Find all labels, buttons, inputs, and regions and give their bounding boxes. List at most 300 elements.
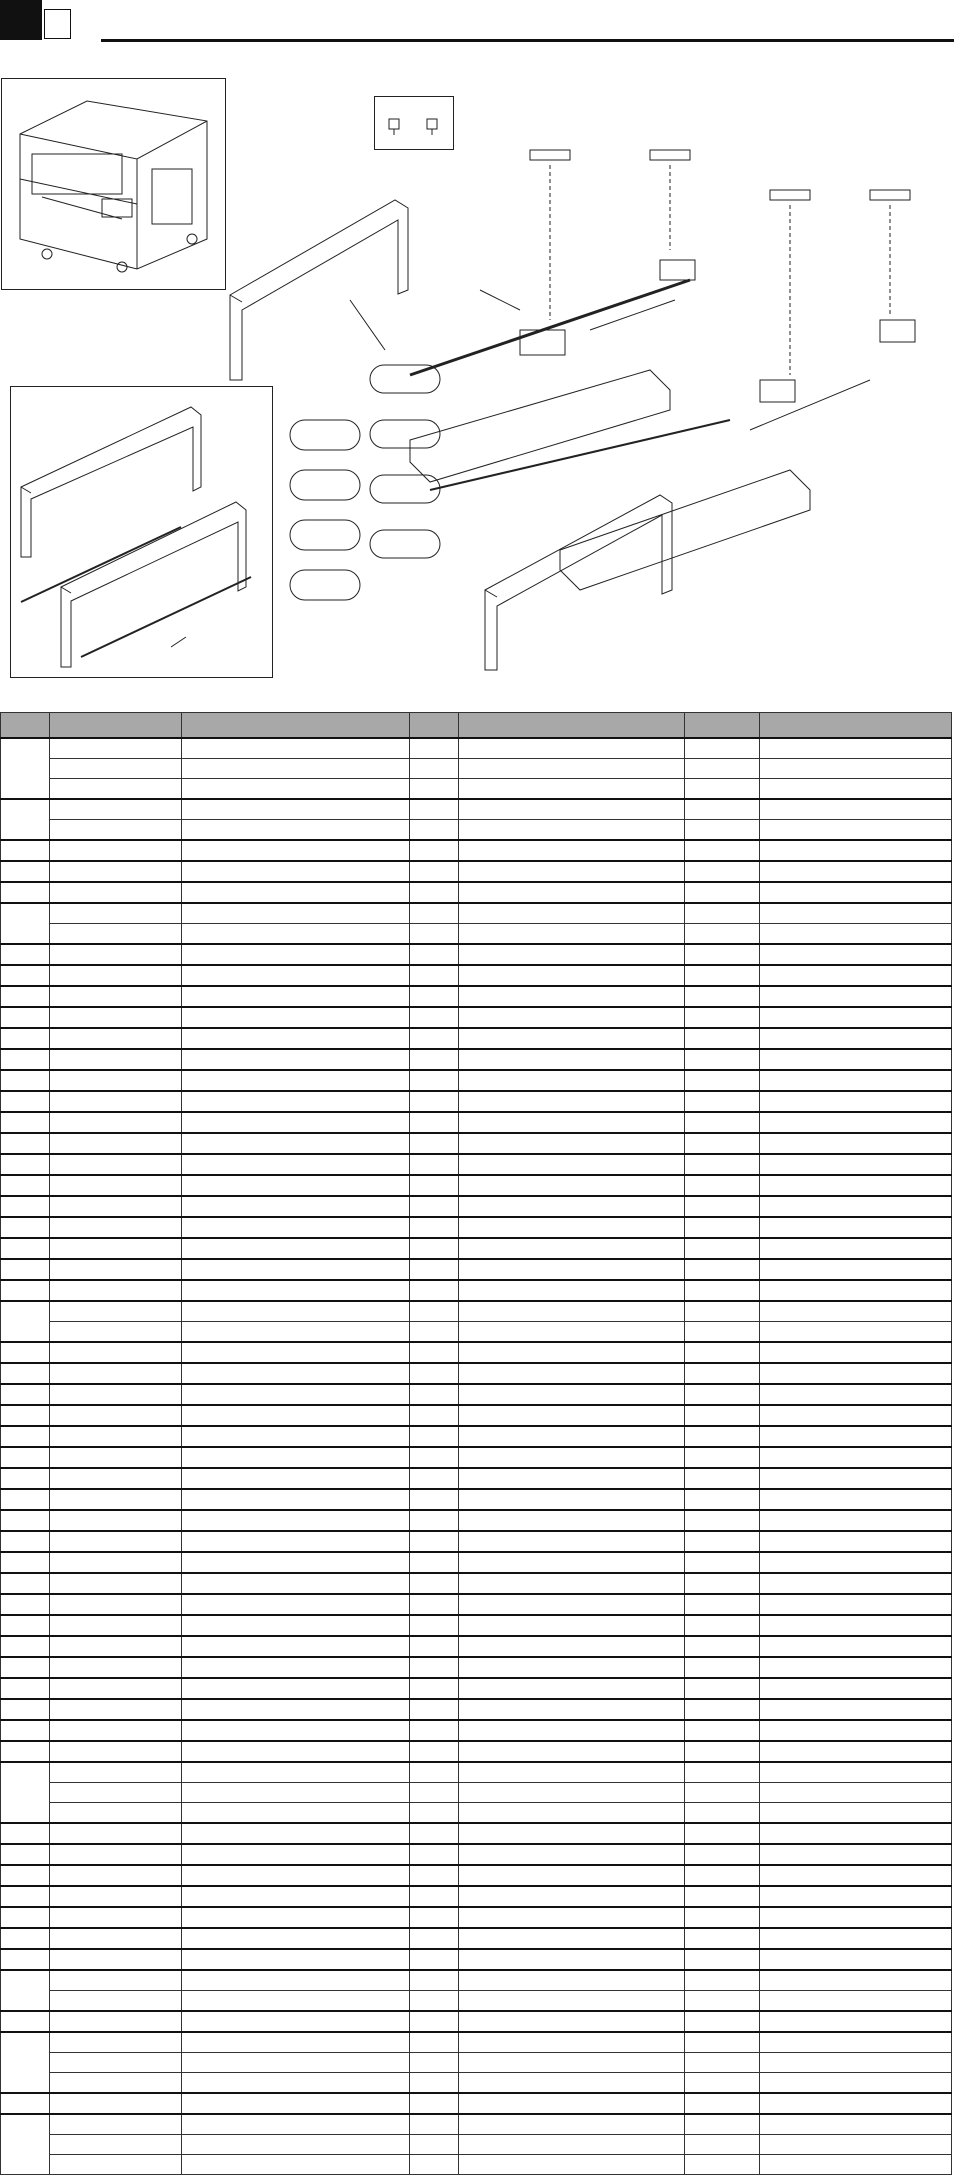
table-cell [182, 944, 410, 965]
table-cell [685, 1720, 760, 1741]
table-row [1, 1342, 952, 1363]
table-cell [459, 1720, 685, 1741]
table-row [1, 1405, 952, 1426]
table-row [1, 1217, 952, 1238]
table-cell [50, 799, 182, 820]
table-cell [182, 1823, 410, 1844]
table-cell [760, 1447, 952, 1468]
table-cell [685, 1175, 760, 1196]
table-cell [459, 1762, 685, 1783]
table-cell [685, 1741, 760, 1762]
col-header [50, 713, 182, 739]
table-cell [760, 882, 952, 903]
table-row [1, 1154, 952, 1175]
table-row [1, 1259, 952, 1280]
table-cell [760, 1615, 952, 1636]
table-cell [459, 2135, 685, 2155]
table-cell [50, 1175, 182, 1196]
table-cell [50, 1091, 182, 1112]
table-cell [760, 986, 952, 1007]
item-number-cell [1, 1259, 50, 1280]
table-row [1, 1301, 952, 1322]
table-row [1, 1552, 952, 1573]
table-row [1, 1886, 952, 1907]
table-cell [410, 2011, 459, 2032]
table-cell [459, 2093, 685, 2114]
table-cell [459, 1196, 685, 1217]
table-cell [410, 1991, 459, 2012]
table-cell [459, 1531, 685, 1552]
table-cell [182, 1426, 410, 1447]
table-cell [760, 861, 952, 882]
item-number-cell [1, 965, 50, 986]
table-cell [50, 2135, 182, 2155]
table-cell [50, 1657, 182, 1678]
table-cell [410, 965, 459, 986]
table-cell [760, 1091, 952, 1112]
table-cell [459, 944, 685, 965]
table-cell [410, 1552, 459, 1573]
table-cell [685, 1489, 760, 1510]
item-number-cell [1, 1594, 50, 1615]
table-cell [760, 1886, 952, 1907]
table-cell [182, 1489, 410, 1510]
item-number-cell [1, 2114, 50, 2175]
table-cell [50, 1907, 182, 1928]
table-cell [459, 1007, 685, 1028]
col-header [182, 713, 410, 739]
table-cell [410, 1384, 459, 1405]
table-row [1, 2032, 952, 2053]
table-cell [459, 1699, 685, 1720]
table-cell [685, 1342, 760, 1363]
table-cell [182, 1342, 410, 1363]
table-row [1, 1573, 952, 1594]
table-cell [685, 1322, 760, 1343]
section-box [44, 9, 71, 39]
table-cell [685, 779, 760, 800]
exploded-assembly-drawing [230, 90, 950, 690]
item-number-cell [1, 1468, 50, 1489]
table-cell [410, 1217, 459, 1238]
table-cell [760, 2155, 952, 2175]
table-cell [760, 738, 952, 759]
table-cell [50, 2073, 182, 2094]
table-cell [410, 924, 459, 945]
table-cell [50, 840, 182, 861]
table-cell [760, 1196, 952, 1217]
table-cell [685, 1886, 760, 1907]
table-cell [50, 1552, 182, 1573]
table-cell [685, 1238, 760, 1259]
item-number-cell [1, 1510, 50, 1531]
table-cell [50, 1259, 182, 1280]
table-cell [50, 1531, 182, 1552]
table-cell [459, 1405, 685, 1426]
table-cell [410, 1865, 459, 1886]
table-cell [182, 2155, 410, 2175]
table-row [1, 1928, 952, 1949]
table-row [1, 1991, 952, 2012]
table-cell [50, 779, 182, 800]
table-cell [50, 2053, 182, 2073]
item-number-cell [1, 1741, 50, 1762]
table-row [1, 779, 952, 800]
table-cell [459, 1070, 685, 1091]
table-cell [410, 861, 459, 882]
table-row [1, 2011, 952, 2032]
table-cell [685, 1468, 760, 1489]
table-cell [685, 1594, 760, 1615]
item-number-cell [1, 1238, 50, 1259]
table-cell [410, 1928, 459, 1949]
table-cell [685, 2135, 760, 2155]
table-cell [459, 799, 685, 820]
table-cell [685, 1070, 760, 1091]
table-cell [459, 1510, 685, 1531]
table-cell [410, 1342, 459, 1363]
table-cell [760, 1657, 952, 1678]
table-cell [685, 1007, 760, 1028]
table-cell [182, 1405, 410, 1426]
table-cell [410, 1594, 459, 1615]
table-cell [182, 2073, 410, 2094]
table-row [1, 1762, 952, 1783]
table-row [1, 965, 952, 986]
table-cell [410, 1636, 459, 1657]
table-row [1, 1636, 952, 1657]
table-cell [50, 1112, 182, 1133]
table-cell [459, 1447, 685, 1468]
table-cell [50, 1720, 182, 1741]
table-cell [50, 1405, 182, 1426]
table-cell [410, 1322, 459, 1343]
table-cell [50, 1699, 182, 1720]
table-cell [182, 1070, 410, 1091]
item-number-cell [1, 1615, 50, 1636]
table-cell [50, 965, 182, 986]
table-cell [760, 1636, 952, 1657]
table-cell [459, 2114, 685, 2135]
table-cell [760, 1259, 952, 1280]
table-cell [685, 861, 760, 882]
table-cell [459, 1678, 685, 1699]
table-cell [182, 1678, 410, 1699]
table-row [1, 1531, 952, 1552]
table-header-row [1, 713, 952, 739]
table-cell [410, 1886, 459, 1907]
table-row [1, 1741, 952, 1762]
table-cell [685, 1657, 760, 1678]
table-row [1, 2093, 952, 2114]
item-number-cell [1, 903, 50, 944]
item-number-cell [1, 1970, 50, 2011]
table-row [1, 944, 952, 965]
table-cell [182, 2114, 410, 2135]
table-cell [459, 861, 685, 882]
col-header [1, 713, 50, 739]
table-cell [410, 1091, 459, 1112]
table-cell [50, 1823, 182, 1844]
table-cell [685, 965, 760, 986]
table-cell [685, 986, 760, 1007]
table-cell [685, 1091, 760, 1112]
table-cell [182, 1552, 410, 1573]
table-cell [685, 1552, 760, 1573]
table-cell [685, 799, 760, 820]
table-cell [459, 1468, 685, 1489]
table-cell [182, 1112, 410, 1133]
table-cell [50, 1363, 182, 1384]
table-cell [410, 1070, 459, 1091]
table-row [1, 1280, 952, 1301]
item-number-cell [1, 1070, 50, 1091]
table-cell [459, 779, 685, 800]
item-number-cell [1, 1112, 50, 1133]
chapter-tab [0, 0, 42, 40]
item-number-cell [1, 1280, 50, 1301]
table-cell [182, 1615, 410, 1636]
table-cell [410, 1783, 459, 1803]
table-cell [459, 2032, 685, 2053]
table-cell [50, 1510, 182, 1531]
table-cell [410, 1301, 459, 1322]
table-cell [760, 1803, 952, 1824]
table-cell [760, 1699, 952, 1720]
col-header [410, 713, 459, 739]
table-cell [685, 1384, 760, 1405]
table-cell [182, 1636, 410, 1657]
table-row [1, 1091, 952, 1112]
table-row [1, 820, 952, 841]
table-cell [50, 1217, 182, 1238]
table-cell [50, 1028, 182, 1049]
table-row [1, 1426, 952, 1447]
table-cell [50, 1970, 182, 1991]
table-cell [410, 1112, 459, 1133]
table-row [1, 1615, 952, 1636]
table-row [1, 1238, 952, 1259]
table-cell [50, 1468, 182, 1489]
table-row [1, 861, 952, 882]
item-number-cell [1, 1154, 50, 1175]
table-cell [50, 861, 182, 882]
table-cell [760, 2053, 952, 2073]
table-cell [760, 1363, 952, 1384]
table-cell [410, 882, 459, 903]
table-row [1, 738, 952, 759]
table-row [1, 1384, 952, 1405]
table-cell [182, 1384, 410, 1405]
table-cell [410, 738, 459, 759]
table-cell [410, 1259, 459, 1280]
item-number-cell [1, 1886, 50, 1907]
table-cell [410, 1175, 459, 1196]
table-cell [760, 1133, 952, 1154]
table-cell [459, 1844, 685, 1865]
table-cell [760, 1468, 952, 1489]
table-cell [685, 1573, 760, 1594]
item-number-cell [1, 1028, 50, 1049]
table-cell [182, 759, 410, 779]
table-cell [182, 1259, 410, 1280]
table-cell [685, 1907, 760, 1928]
table-cell [410, 1803, 459, 1824]
table-row [1, 1823, 952, 1844]
table-cell [459, 1741, 685, 1762]
item-number-cell [1, 738, 50, 799]
item-number-cell [1, 1552, 50, 1573]
table-row [1, 1133, 952, 1154]
table-cell [410, 799, 459, 820]
table-cell [459, 1865, 685, 1886]
table-cell [182, 1322, 410, 1343]
machine-overview-drawing [2, 79, 227, 291]
table-cell [50, 1573, 182, 1594]
table-cell [410, 1573, 459, 1594]
table-row [1, 1447, 952, 1468]
table-row [1, 1468, 952, 1489]
table-cell [182, 1907, 410, 1928]
table-row [1, 2073, 952, 2094]
table-cell [182, 924, 410, 945]
table-cell [685, 1154, 760, 1175]
table-cell [685, 2114, 760, 2135]
table-row [1, 2155, 952, 2175]
header-rule [101, 39, 954, 42]
table-cell [459, 1594, 685, 1615]
table-cell [182, 1468, 410, 1489]
table-cell [459, 2053, 685, 2073]
item-number-cell [1, 1384, 50, 1405]
item-number-cell [1, 1426, 50, 1447]
table-cell [760, 1783, 952, 1803]
table-cell [410, 820, 459, 841]
table-cell [50, 1133, 182, 1154]
table-cell [410, 1657, 459, 1678]
table-cell [685, 1928, 760, 1949]
item-number-cell [1, 986, 50, 1007]
table-cell [459, 1363, 685, 1384]
table-cell [685, 1280, 760, 1301]
table-cell [410, 1405, 459, 1426]
table-cell [182, 1741, 410, 1762]
table-cell [760, 1217, 952, 1238]
table-row [1, 1907, 952, 1928]
table-cell [760, 1573, 952, 1594]
table-cell [410, 1028, 459, 1049]
table-cell [459, 1342, 685, 1363]
item-number-cell [1, 1531, 50, 1552]
table-cell [182, 1280, 410, 1301]
item-number-cell [1, 1405, 50, 1426]
item-number-cell [1, 1636, 50, 1657]
table-row [1, 840, 952, 861]
table-cell [685, 1783, 760, 1803]
table-row [1, 759, 952, 779]
table-cell [459, 1238, 685, 1259]
table-cell [182, 840, 410, 861]
table-cell [685, 1699, 760, 1720]
item-number-cell [1, 1762, 50, 1823]
table-cell [50, 1928, 182, 1949]
table-cell [182, 1928, 410, 1949]
table-cell [760, 1844, 952, 1865]
table-cell [410, 1699, 459, 1720]
table-cell [50, 1489, 182, 1510]
table-cell [760, 2093, 952, 2114]
table-cell [760, 1301, 952, 1322]
table-cell [685, 1865, 760, 1886]
item-number-cell [1, 1217, 50, 1238]
table-cell [50, 2155, 182, 2175]
table-cell [182, 1363, 410, 1384]
table-cell [685, 1405, 760, 1426]
item-number-cell [1, 1720, 50, 1741]
table-cell [760, 2135, 952, 2155]
table-cell [685, 944, 760, 965]
table-cell [410, 759, 459, 779]
table-row [1, 1196, 952, 1217]
item-number-cell [1, 1823, 50, 1844]
item-number-cell [1, 1007, 50, 1028]
table-cell [410, 1907, 459, 1928]
table-cell [760, 1949, 952, 1970]
table-cell [459, 1783, 685, 1803]
table-cell [685, 2073, 760, 2094]
table-cell [459, 1949, 685, 1970]
table-cell [410, 944, 459, 965]
table-cell [459, 1991, 685, 2012]
table-cell [459, 1280, 685, 1301]
table-cell [50, 738, 182, 759]
table-cell [50, 759, 182, 779]
table-cell [410, 1049, 459, 1070]
item-number-cell [1, 1301, 50, 1342]
table-cell [760, 1991, 952, 2012]
table-cell [685, 1363, 760, 1384]
table-cell [410, 2073, 459, 2094]
table-cell [410, 1510, 459, 1531]
table-cell [50, 1865, 182, 1886]
table-cell [459, 1928, 685, 1949]
table-cell [685, 1678, 760, 1699]
table-cell [685, 2032, 760, 2053]
table-cell [182, 1091, 410, 1112]
table-cell [760, 1070, 952, 1091]
table-cell [685, 1447, 760, 1468]
table-cell [760, 1405, 952, 1426]
table-cell [50, 1322, 182, 1343]
table-cell [459, 1049, 685, 1070]
table-cell [410, 2155, 459, 2175]
item-number-cell [1, 1678, 50, 1699]
table-row [1, 882, 952, 903]
item-number-cell [1, 1928, 50, 1949]
table-row [1, 1028, 952, 1049]
table-cell [50, 2093, 182, 2114]
table-cell [760, 1489, 952, 1510]
table-cell [685, 903, 760, 924]
table-cell [50, 924, 182, 945]
table-cell [410, 1762, 459, 1783]
table-cell [410, 1489, 459, 1510]
table-cell [459, 1636, 685, 1657]
col-header [459, 713, 685, 739]
table-cell [685, 840, 760, 861]
item-number-cell [1, 1091, 50, 1112]
table-cell [50, 1070, 182, 1091]
